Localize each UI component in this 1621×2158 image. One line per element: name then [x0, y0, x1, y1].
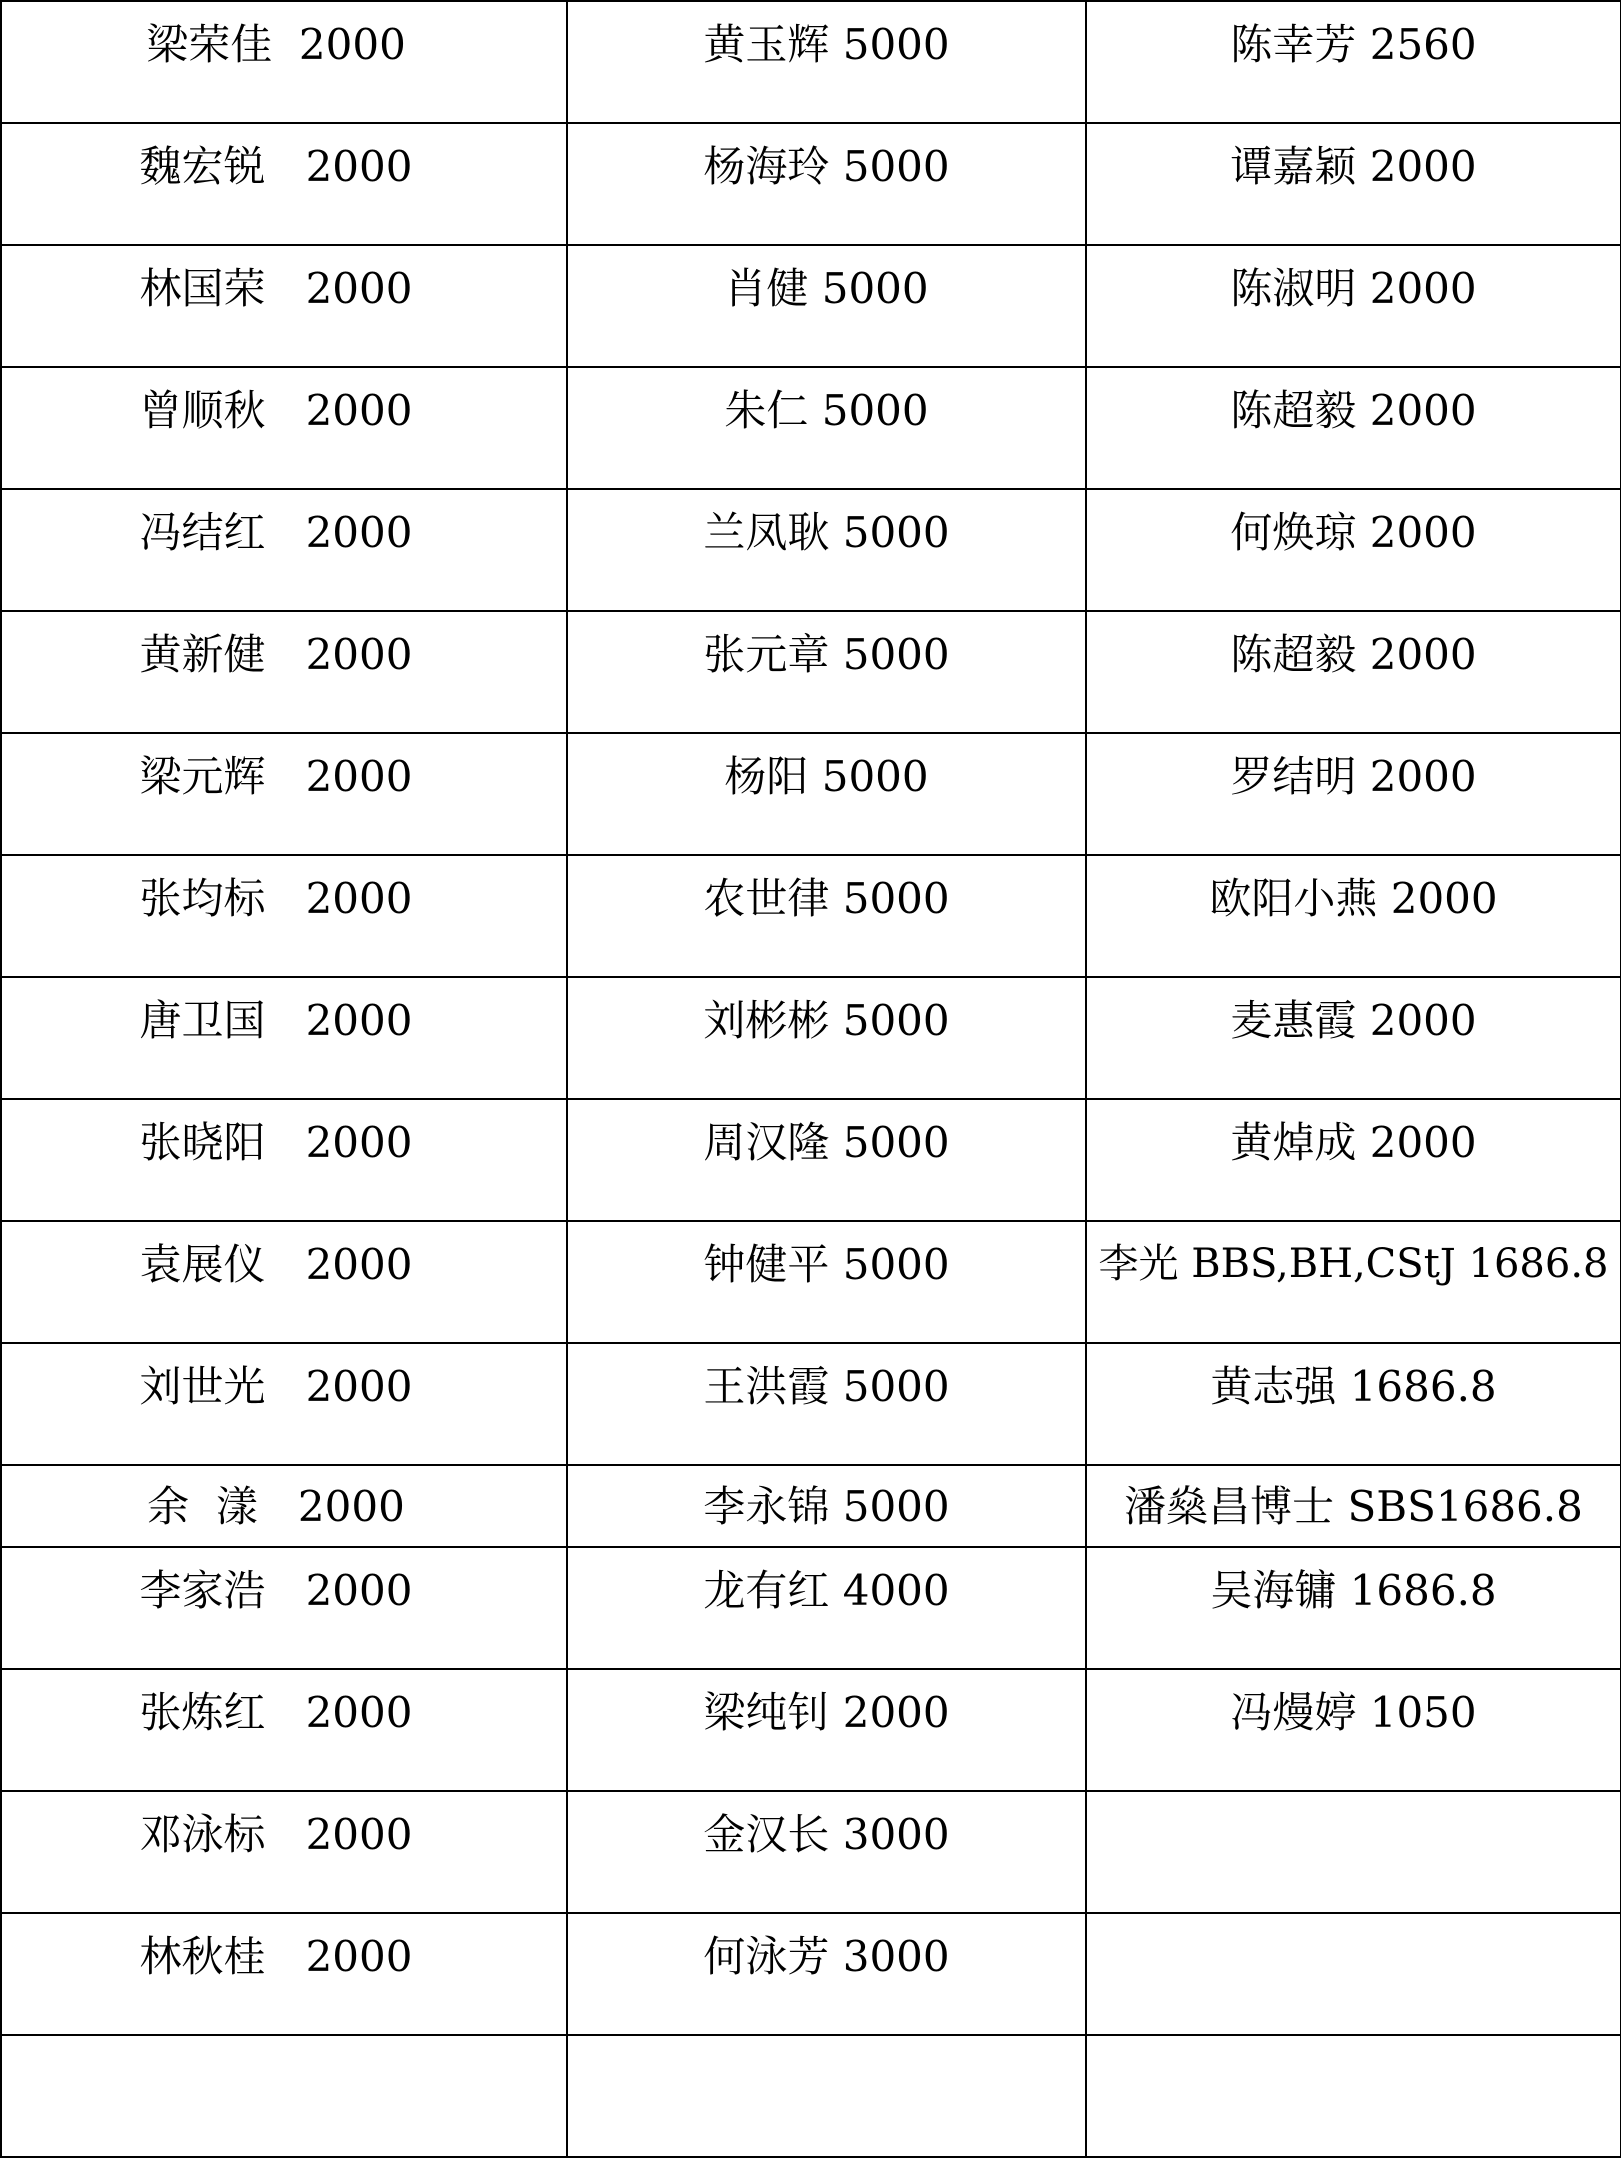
cell-text: 刘彬彬 5000 [703, 996, 950, 1045]
cell-text: 黄焯成 2000 [1230, 1118, 1477, 1167]
cell-text: 杨阳 5000 [724, 752, 929, 801]
table-cell [1, 123, 567, 245]
table-cell [567, 733, 1086, 855]
table-cell [1, 367, 567, 489]
table-cell [1, 1547, 567, 1669]
table-row [1, 367, 1621, 489]
table-cell [1, 489, 567, 611]
cell-text: 王洪霞 5000 [703, 1362, 950, 1411]
cell-text: 林国荣 2000 [139, 264, 413, 313]
table-cell [567, 855, 1086, 977]
table-cell [567, 1913, 1086, 2035]
table-cell [1086, 1791, 1621, 1913]
table-cell [1, 1465, 567, 1547]
table-cell [567, 489, 1086, 611]
table-cell [567, 1465, 1086, 1547]
table-cell [1086, 1669, 1621, 1791]
cell-text: 黄新健 2000 [139, 630, 413, 679]
table-cell [1, 2035, 567, 2157]
cell-text: 袁展仪 2000 [139, 1240, 413, 1289]
cell-text: 罗结明 2000 [1230, 752, 1477, 801]
cell-text: 朱仁 5000 [724, 386, 929, 435]
cell-text: 钟健平 5000 [703, 1240, 950, 1289]
table-cell [567, 1669, 1086, 1791]
table-row [1, 1, 1621, 123]
table-cell [567, 367, 1086, 489]
table-cell [1, 1669, 567, 1791]
table-cell [567, 977, 1086, 1099]
table-cell [1086, 489, 1621, 611]
cell-text: 肖健 5000 [724, 264, 929, 313]
table-row [1, 855, 1621, 977]
table-cell [567, 2035, 1086, 2157]
table-row [1, 2035, 1621, 2157]
cell-text: 李永锦 5000 [703, 1482, 950, 1531]
table-cell [1086, 1343, 1621, 1465]
cell-text: 谭嘉颖 2000 [1230, 142, 1477, 191]
table-cell [567, 1, 1086, 123]
table-cell [1, 733, 567, 855]
cell-text: 陈超毅 2000 [1230, 630, 1477, 679]
cell-text: 张均标 2000 [139, 874, 413, 923]
cell-text: 何泳芳 3000 [703, 1932, 950, 1981]
cell-text: 金汉长 3000 [703, 1810, 950, 1859]
table-cell [567, 1343, 1086, 1465]
cell-text: 何焕琼 2000 [1230, 508, 1477, 557]
cell-text: 刘世光 2000 [139, 1362, 413, 1411]
table-cell [1086, 1, 1621, 123]
table-row [1, 1547, 1621, 1669]
table-cell [567, 1791, 1086, 1913]
table-cell [1086, 1221, 1621, 1343]
table-cell [1086, 2035, 1621, 2157]
table-row [1, 489, 1621, 611]
cell-text: 麦惠霞 2000 [1230, 996, 1477, 1045]
table-cell [567, 1547, 1086, 1669]
table-cell [1, 245, 567, 367]
table-row [1, 1099, 1621, 1221]
cell-text: 周汉隆 5000 [703, 1118, 950, 1167]
table-cell [1, 1343, 567, 1465]
cell-text: 梁元辉 2000 [139, 752, 413, 801]
table-cell [1, 1099, 567, 1221]
table-cell [1, 977, 567, 1099]
table-cell [1086, 1913, 1621, 2035]
table-cell [1, 611, 567, 733]
table-cell [1086, 1099, 1621, 1221]
table-cell [1086, 1465, 1621, 1547]
table-row [1, 123, 1621, 245]
cell-text: 农世律 5000 [703, 874, 950, 923]
table-cell [1086, 245, 1621, 367]
cell-text: 张炼红 2000 [139, 1688, 413, 1737]
cell-text: 欧阳小燕 2000 [1209, 874, 1498, 923]
cell-text: 林秋桂 2000 [139, 1932, 413, 1981]
table-cell [567, 611, 1086, 733]
table-cell [1, 1, 567, 123]
table-cell [1, 1913, 567, 2035]
cell-text: 陈幸芳 2560 [1230, 20, 1477, 69]
table-cell [567, 1221, 1086, 1343]
cell-text: 李光 BBS,BH,CStJ 1686.8 [1098, 1241, 1609, 1287]
table-row [1, 1791, 1621, 1913]
cell-text: 黄志强 1686.8 [1210, 1362, 1497, 1411]
table-row [1, 1669, 1621, 1791]
table-row [1, 1221, 1621, 1343]
cell-text: 唐卫国 2000 [139, 996, 413, 1045]
table-cell [1086, 733, 1621, 855]
cell-text: 李家浩 2000 [139, 1566, 413, 1615]
table-cell [1, 1221, 567, 1343]
table-row [1, 1913, 1621, 2035]
table-cell [1086, 611, 1621, 733]
table-cell [1086, 123, 1621, 245]
cell-text: 魏宏锐 2000 [139, 142, 413, 191]
table-row [1, 611, 1621, 733]
table-cell [1086, 977, 1621, 1099]
cell-text: 冯熳婷 1050 [1230, 1688, 1477, 1737]
table-cell [1, 855, 567, 977]
cell-text: 余 漾 2000 [147, 1482, 405, 1531]
table-cell [1086, 1547, 1621, 1669]
cell-text: 吴海镛 1686.8 [1210, 1566, 1497, 1615]
table-row [1, 1465, 1621, 1547]
table-cell [567, 245, 1086, 367]
cell-text: 冯结红 2000 [139, 508, 413, 557]
table-cell [567, 123, 1086, 245]
table-cell [1086, 855, 1621, 977]
cell-text: 龙有红 4000 [703, 1566, 950, 1615]
cell-text: 杨海玲 5000 [703, 142, 950, 191]
table-cell [1086, 367, 1621, 489]
cell-text: 兰凤耿 5000 [703, 508, 950, 557]
table-row [1, 977, 1621, 1099]
table-row [1, 245, 1621, 367]
cell-text: 陈超毅 2000 [1230, 386, 1477, 435]
cell-text: 梁荣佳 2000 [146, 20, 406, 69]
table-row [1, 733, 1621, 855]
cell-text: 梁纯钊 2000 [703, 1688, 950, 1737]
cell-text: 张晓阳 2000 [139, 1118, 413, 1167]
cell-text: 陈淑明 2000 [1230, 264, 1477, 313]
table-row [1, 1343, 1621, 1465]
cell-text: 潘燊昌博士 SBS1686.8 [1124, 1482, 1583, 1531]
cell-text: 黄玉辉 5000 [703, 20, 950, 69]
cell-text: 张元章 5000 [703, 630, 950, 679]
cell-text: 邓泳标 2000 [139, 1810, 413, 1859]
cell-text: 曾顺秋 2000 [139, 386, 413, 435]
table-cell [1, 1791, 567, 1913]
table-cell [567, 1099, 1086, 1221]
